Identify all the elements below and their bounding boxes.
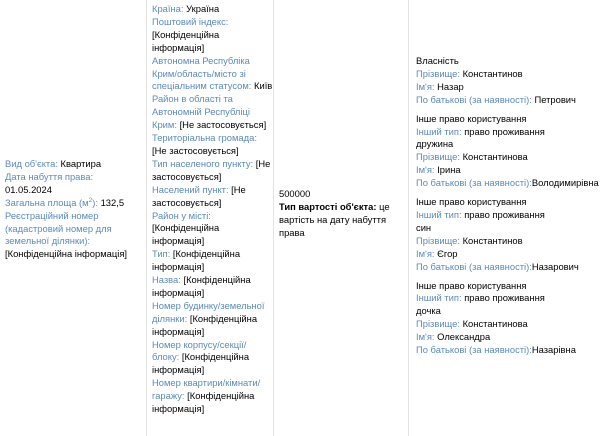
- address-field-label: Поштовий індекс:: [152, 15, 229, 27]
- address-field-label: Тип населеного пункту:: [152, 157, 254, 169]
- address-field-label: Населений пункт:: [152, 183, 229, 195]
- address-field-value: [Конфіденційна інформація]: [152, 312, 258, 337]
- person-name: Ім'я: Олександра: [416, 331, 491, 343]
- owner-patronymic: По батькові (за наявності): Петрович: [416, 93, 576, 105]
- address-field-value: [Конфіденційна інформація]: [152, 248, 241, 273]
- object-type: [5, 158, 144, 171]
- address-list: [152, 3, 273, 416]
- address-field: [152, 158, 273, 184]
- value-type-value: це вартість на дату набуття права: [279, 200, 390, 238]
- address-field: [152, 184, 273, 210]
- address-field-label: Номер будинку/земельної ділянки:: [152, 299, 265, 324]
- other-right-title: Інше право користування: [416, 112, 527, 124]
- person-patronymic: По батькові (за наявності):Володимирівна: [416, 177, 599, 189]
- address-field: [152, 210, 273, 249]
- person-patronymic: По батькові (за наявності):Назарович: [416, 260, 579, 272]
- object-type-value: Квартира: [60, 158, 102, 169]
- other-right-title: Інше право користування: [416, 196, 527, 208]
- address-field-value: [Не застосовується]: [152, 183, 246, 208]
- total-area: [5, 197, 144, 210]
- owner-name: Ім'я: Назар: [416, 80, 464, 92]
- acquisition-date-value: 01.05.2024: [5, 183, 52, 195]
- address-field: [152, 16, 273, 55]
- address-field-label: Назва:: [152, 274, 181, 286]
- address-field: [152, 274, 273, 300]
- rights-cell: [409, 0, 602, 436]
- relation: син: [416, 221, 432, 233]
- other-right-type: Інший тип: право проживання: [416, 292, 545, 304]
- address-field: [152, 339, 273, 378]
- registration-number-label: Реєстраційний номер (кадастровий номер для земельної ділянки):: [5, 209, 112, 247]
- address-field: [152, 300, 273, 339]
- registration-number-value: [Конфіденційна інформація]: [5, 248, 127, 260]
- owner-surname: Прізвище: Константинов: [416, 67, 523, 79]
- address-field: [152, 3, 273, 16]
- person-surname: Прізвище: Константинова: [416, 318, 528, 330]
- person-name: Ім'я: Ірина: [416, 164, 461, 176]
- other-right-block: [416, 280, 602, 357]
- ownership-title: Власність: [416, 55, 459, 66]
- person-patronymic: По батькові (за наявності):Назарівна: [416, 344, 576, 356]
- value-cell: [274, 0, 409, 436]
- person-surname: Прізвище: Константинова: [416, 151, 528, 163]
- other-right-block: [416, 196, 602, 273]
- address-field-label: Територіальна громада:: [152, 132, 257, 144]
- value-type: [279, 201, 406, 240]
- object-value-amount: 500000: [279, 188, 311, 199]
- address-field-value: [Конфіденційна інформація]: [152, 351, 250, 376]
- total-area-label: Загальна площа $(м^2)$:: [5, 196, 98, 208]
- address-field-label: Країна:: [152, 3, 184, 14]
- address-field: [152, 93, 273, 132]
- address-field-value: [Конфіденційна інформація]: [152, 222, 220, 247]
- person-surname: Прізвище: Константинов: [416, 234, 523, 246]
- address-field-value: [Конфіденційна інформація]: [152, 28, 220, 53]
- address-field-value: Україна: [186, 3, 220, 14]
- address-field-label: Номер квартири/кімнати/гаражу:: [152, 377, 261, 402]
- relation: дружина: [416, 138, 454, 150]
- address-field: [152, 132, 273, 158]
- address-field-value: [Не застосовується]: [179, 119, 267, 131]
- other-rights-list: [416, 113, 602, 357]
- address-field-value: [Не застосовується]: [152, 157, 271, 182]
- address-field-label: Район у місті:: [152, 209, 211, 221]
- ownership-block: [416, 55, 602, 107]
- address-field: [152, 377, 273, 416]
- object-type-label: Вид об'єкта:: [5, 158, 58, 169]
- address-field: [152, 55, 273, 94]
- relation: дочка: [416, 305, 441, 317]
- other-right-type: Інший тип: право проживання: [416, 125, 545, 137]
- total-area-value: 132,5: [100, 196, 125, 208]
- address-field-value: [Конфіденційна інформація]: [152, 274, 251, 298]
- address-field-label: Автономна Республіка Крим/область/місто зі спеціальним статусом:: [152, 54, 252, 92]
- address-field-label: Тип:: [152, 248, 171, 260]
- person-name: Ім'я: Єгор: [416, 247, 458, 259]
- acquisition-date-label: Дата набуття права:: [5, 170, 94, 182]
- address-field-value: [Конфіденційна інформація]: [152, 390, 255, 415]
- address-cell: [147, 0, 274, 436]
- address-field-value: Київ: [254, 80, 273, 92]
- object-info-cell: [0, 0, 147, 436]
- address-field: [152, 248, 273, 274]
- address-field-label: Район в області та Автономній Республіці Крим:: [152, 93, 250, 131]
- other-right-block: [416, 113, 602, 190]
- address-field-label: Номер корпусу/секції/блоку:: [152, 338, 247, 363]
- other-right-title: Інше право користування: [416, 279, 527, 291]
- address-field-value: [Не застосовується]: [152, 144, 239, 156]
- value-type-label: Тип вартості об'єкта:: [279, 200, 377, 212]
- other-right-type: Інший тип: право проживання: [416, 208, 545, 220]
